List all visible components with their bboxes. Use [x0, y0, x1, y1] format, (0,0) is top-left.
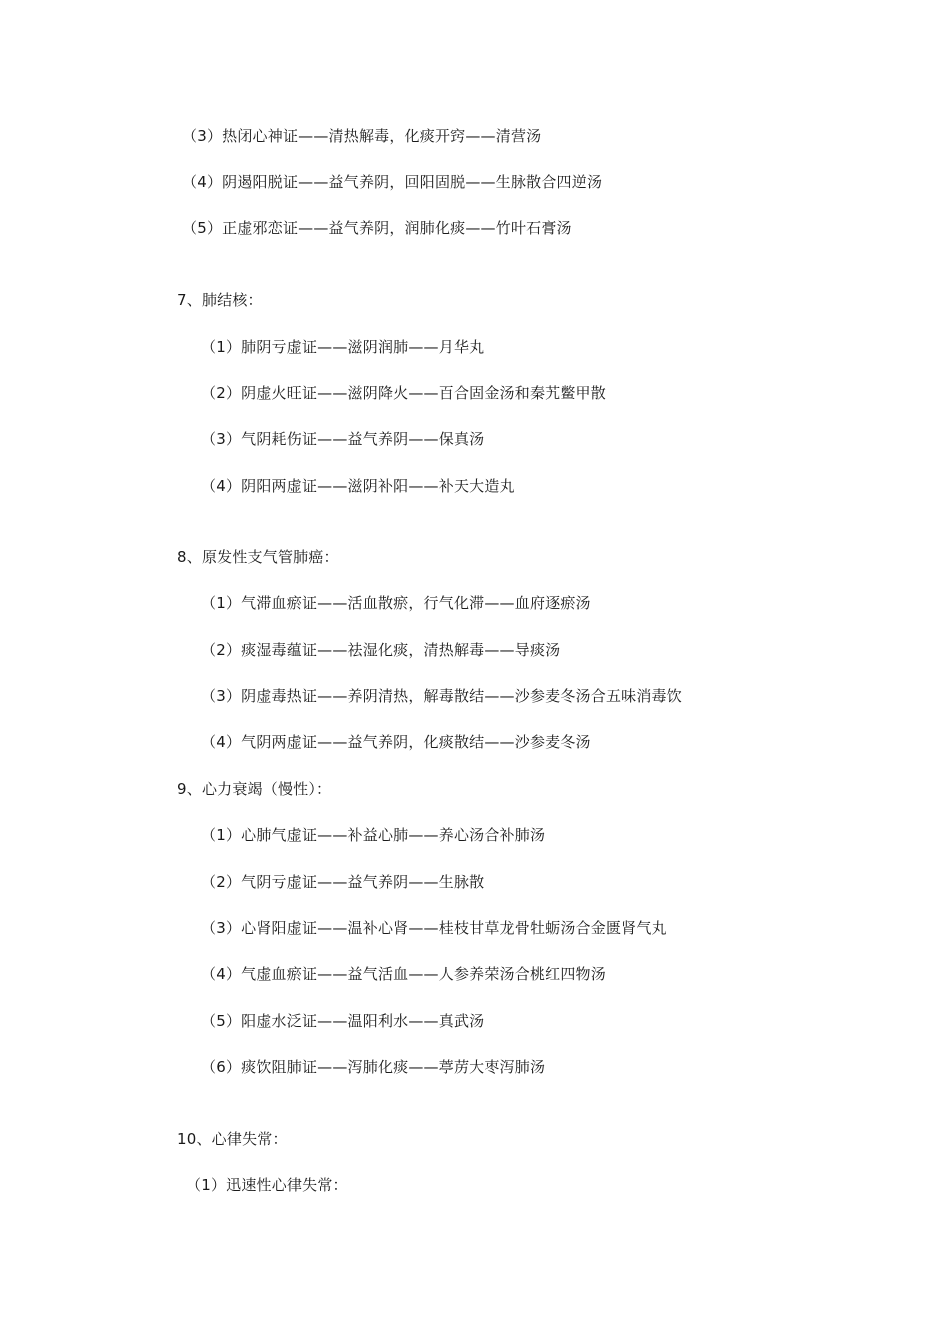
list-item: （1）气滞血瘀证——活血散瘀，行气化滞——血府逐瘀汤 [201, 594, 591, 612]
list-item: （3）气阴耗伤证——益气养阴——保真汤 [201, 430, 485, 448]
list-item: （6）痰饮阻肺证——泻肺化痰——葶苈大枣泻肺汤 [201, 1058, 546, 1076]
list-item: （3）阴虚毒热证——养阴清热，解毒散结——沙参麦冬汤合五味消毒饮 [201, 687, 682, 705]
list-item: （4）气阴两虚证——益气养阴，化痰散结——沙参麦冬汤 [201, 733, 591, 751]
section-heading: 9、心力衰竭（慢性）： [177, 780, 332, 798]
section-heading: 10、心律失常： [177, 1130, 288, 1148]
list-item: （2）气阴亏虚证——益气养阴——生脉散 [201, 873, 485, 891]
list-item: （5）阳虚水泛证——温阳利水——真武汤 [201, 1012, 485, 1030]
list-item: （4）阴阳两虚证——滋阴补阳——补天大造丸 [201, 477, 515, 495]
list-item: （5）正虚邪恋证——益气养阴，润肺化痰——竹叶石膏汤 [182, 219, 572, 237]
list-item: （1）心肺气虚证——补益心肺——养心汤合补肺汤 [201, 826, 546, 844]
list-item: （2）阴虚火旺证——滋阴降火——百合固金汤和秦艽鳖甲散 [201, 384, 606, 402]
list-item: （1）肺阴亏虚证——滋阴润肺——月华丸 [201, 338, 485, 356]
list-item: （4）气虚血瘀证——益气活血——人参养荣汤合桃红四物汤 [201, 965, 606, 983]
section-heading: 8、原发性支气管肺癌： [177, 548, 339, 566]
list-item: （3）热闭心神证——清热解毒，化痰开窍——清营汤 [182, 127, 542, 145]
section-heading: 7、肺结核： [177, 291, 263, 309]
list-item: （3）心肾阳虚证——温补心肾——桂枝甘草龙骨牡蛎汤合金匮肾气丸 [201, 919, 667, 937]
list-item: （1）迅速性心律失常： [186, 1176, 348, 1194]
list-item: （2）痰湿毒蕴证——祛湿化痰，清热解毒——导痰汤 [201, 641, 561, 659]
list-item: （4）阴遏阳脱证——益气养阴，回阳固脱——生脉散合四逆汤 [182, 173, 603, 191]
